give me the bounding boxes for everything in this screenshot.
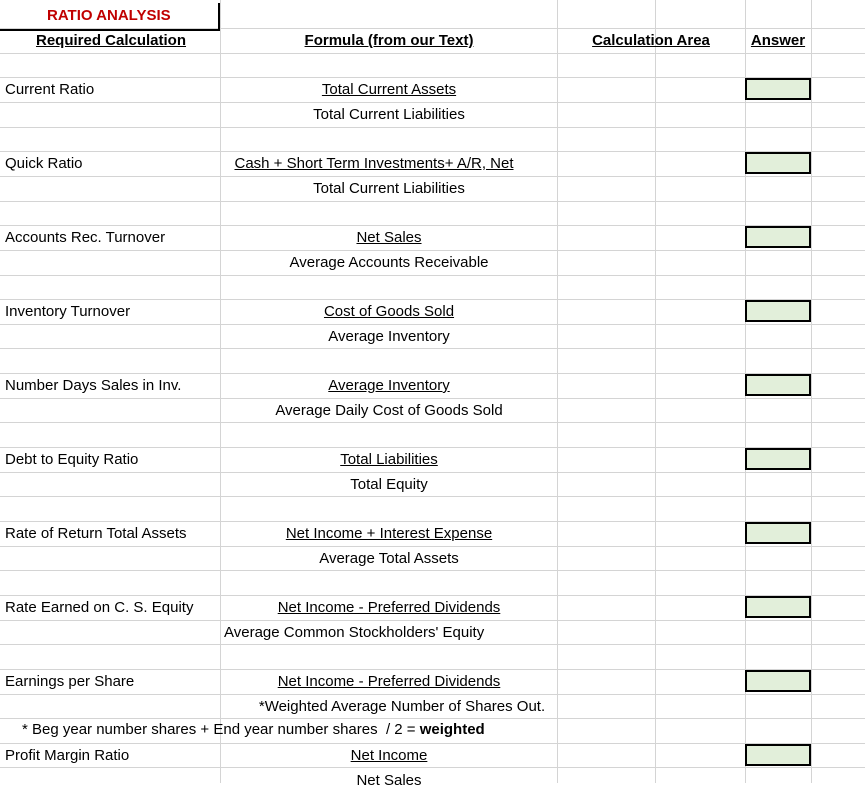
formula-denominator: Total Equity [350, 476, 428, 493]
header-formula: Formula (from our Text) [304, 32, 474, 49]
answer-cell-days-sales-inventory[interactable] [745, 374, 811, 396]
gridline-row [0, 718, 865, 719]
formula-numerator: Cost of Goods Sold [323, 303, 455, 320]
gridline-row [0, 496, 865, 497]
answer-cell-return-cs-equity[interactable] [745, 596, 811, 618]
formula-numerator: Total Current Assets [321, 81, 457, 98]
formula-numerator: Cash + Short Term Investments+ A/R, Net [234, 155, 514, 172]
gridline-row [0, 644, 865, 645]
gridline-row [0, 620, 865, 621]
gridline-row [0, 102, 865, 103]
gridline-row [0, 127, 865, 128]
formula-denominator: Total Current Liabilities [313, 106, 465, 123]
gridline-row [0, 176, 865, 177]
gridline-row [0, 373, 865, 374]
footnote [22, 721, 485, 739]
gridline-row [0, 250, 865, 251]
formula-numerator: Net Income - Preferred Dividends [277, 599, 501, 616]
answer-cell-return-total-assets[interactable] [745, 522, 811, 544]
ratio-label: Rate Earned on C. S. Equity [5, 599, 194, 616]
formula-denominator: Average Inventory [328, 328, 450, 345]
header-answer: Answer [750, 32, 806, 49]
footnote-text: * Beg year number shares + End year number shares / 2 = [22, 721, 420, 738]
formula-numerator: Total Liabilities [340, 451, 438, 468]
ratio-label: Profit Margin Ratio [5, 747, 130, 764]
gridline-row [0, 422, 865, 423]
gridline-row [0, 694, 865, 695]
answer-cell-debt-to-equity[interactable] [745, 448, 811, 470]
formula-numerator: Net Income - Preferred Dividends [277, 673, 501, 690]
answer-cell-inventory-turnover[interactable] [745, 300, 811, 322]
header-required-calculation: Required Calculation [35, 32, 187, 49]
gridline-row [0, 53, 865, 54]
ratio-label: Current Ratio [5, 81, 95, 98]
gridline-row [0, 767, 865, 768]
footnote-bold: weighted [419, 721, 485, 738]
answer-cell-profit-margin[interactable] [745, 744, 811, 766]
formula-denominator: Total Current Liabilities [313, 180, 465, 197]
gridline-row [0, 348, 865, 349]
ratio-label: Quick Ratio [5, 155, 83, 172]
gridline-col [811, 0, 812, 783]
gridline-row [0, 324, 865, 325]
ratio-label: Inventory Turnover [5, 303, 131, 320]
ratio-label: Debt to Equity Ratio [5, 451, 139, 468]
ratio-label: Accounts Rec. Turnover [5, 229, 166, 246]
answer-cell-earnings-per-share[interactable] [745, 670, 811, 692]
formula-numerator: Average Inventory [328, 377, 450, 394]
answer-cell-current-ratio[interactable] [745, 78, 811, 100]
header-calculation-area: Calculation Area [592, 32, 710, 49]
gridline-row [0, 472, 865, 473]
formula-numerator: Net Income [350, 747, 428, 764]
formula-denominator: Net Sales [356, 772, 422, 789]
gridline-row [0, 275, 865, 276]
gridline-col [220, 0, 221, 783]
gridline-row [0, 151, 865, 152]
gridline-row [0, 743, 865, 744]
formula-numerator: Net Sales [356, 229, 422, 246]
formula-denominator: Average Common Stockholders' Equity [224, 624, 485, 641]
ratio-label: Rate of Return Total Assets [5, 525, 187, 542]
title-border [218, 3, 220, 30]
gridline-row [0, 398, 865, 399]
gridline-row [0, 546, 865, 547]
gridline-col [655, 0, 656, 783]
ratio-label: Number Days Sales in Inv. [5, 377, 182, 394]
gridline-row [0, 570, 865, 571]
gridline-row [0, 447, 865, 448]
gridline-row [0, 201, 865, 202]
formula-denominator: Average Total Assets [319, 550, 459, 567]
gridline-row [0, 299, 865, 300]
formula-denominator: *Weighted Average Number of Shares Out. [258, 698, 546, 715]
formula-denominator: Average Accounts Receivable [289, 254, 489, 271]
formula-denominator: Average Daily Cost of Goods Sold [275, 402, 503, 419]
answer-cell-quick-ratio[interactable] [745, 152, 811, 174]
gridline-col [557, 0, 558, 783]
gridline-row [0, 669, 865, 670]
gridline-row [0, 595, 865, 596]
gridline-row [0, 521, 865, 522]
gridline-row [0, 77, 865, 78]
title-border [0, 29, 220, 31]
formula-numerator: Net Income + Interest Expense [285, 525, 493, 542]
answer-cell-accounts-rec-turnover[interactable] [745, 226, 811, 248]
ratio-label: Earnings per Share [5, 673, 135, 690]
sheet-title: RATIO ANALYSIS [47, 7, 171, 24]
gridline-row [0, 225, 865, 226]
